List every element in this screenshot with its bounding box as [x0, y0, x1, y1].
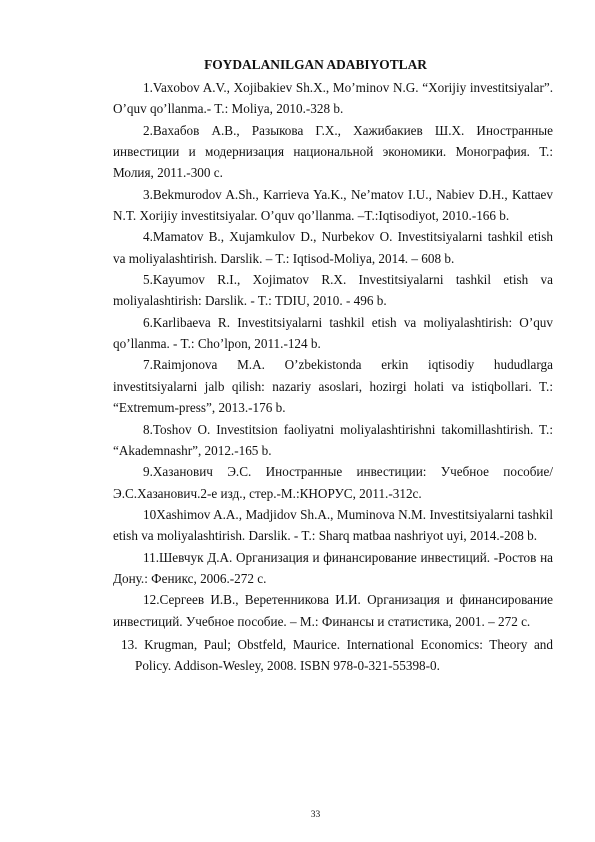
reference-item: 13. Krugman, Paul; Obstfeld, Maurice. International Economics: Theory and Policy. Addison-Wesley, 2008. ISBN 978-0-321-55398-0.	[121, 636, 553, 674]
reference-item: 7.Raimjonova M.A. O’zbekistonda erkin iqtisodiy hududlarga investitsiyalarni jalb qilish: nazariy asoslari, hozirgi holati va istiqbollari. T.: “Extremum-press”, 2013.-176 b.	[113, 357, 553, 416]
reference-item: 8.Toshov O. Investitsion faoliyatni moliyalashtirishni takomillashtirish. T.: “Akademnashr”, 2012.-165 b.	[113, 421, 553, 458]
reference-item: 6.Karlibaeva R. Investitsiyalarni tashkil etish va moliyalashtirish: O’quv qo’llanma. - T.: Cho’lpon, 2011.-124 b.	[113, 314, 553, 352]
page-number: 33	[310, 810, 321, 820]
reference-item: 3.Bekmurodov A.Sh., Karrieva Ya.K., Ne’matov I.U., Nabiev D.H., Kattaev N.T. Xorijiy investitsiyalar. O’quv qo’llanma. –T.:Iqtisodiyot, 2010.-166 b.	[113, 186, 553, 224]
reference-list	[113, 77, 553, 677]
reference-item: 10Xashimov A.A., Madjidov Sh.A., Muminova N.M. Investitsiyalarni tashkil etish va moliyalashtirish. Darslik. - T.: Sharq matbaa nashriyot uyi, 2014.-208 b.	[113, 506, 553, 544]
reference-item: 12.Сергеев И.В., Веретенникова И.И. Организация и финансирование инвестиций. Учебное пособие. – М.: Финансы и статистика, 2001. – 272 с.	[113, 592, 553, 629]
reference-item: 2.Вахабов А.В., Разыкова Г.Х., Хажибакиев Ш.Х. Иностранные инвестиции и модернизация национальной экономики. Монография. Т.: Молия, 2011.-300 с.	[113, 122, 553, 181]
reference-item: 11.Шевчук Д.А. Организация и финансирование инвестиций. -Ростов на Дону.: Феникс, 2006.-272 с.	[113, 549, 553, 586]
reference-item: 9.Хазанович Э.С. Иностранные инвестиции: Учебное пособие/ Э.С.Хазанович.2-е изд., стер.-М.:КНОРУС, 2011.-312с.	[113, 464, 553, 501]
reference-item: 1.Vaxobov A.V., Xojibakiev Sh.X., Mo’minov N.G. “Xorijiy investitsiyalar”. O’quv qo’llanma.- T.: Moliya, 2010.-328 b.	[113, 80, 553, 117]
page-title: FOYDALANILGAN ADABIYOTLAR	[204, 57, 427, 72]
reference-item: 4.Mamatov B., Xujamkulov D., Nurbekov O. Investitsiyalarni tashkil etish va moliyalashtirish. Darslik. – T.: Iqtisod-Moliya, 2014. – 608 b.	[113, 229, 553, 266]
reference-item: 5.Kayumov R.I., Xojimatov R.X. Investitsiyalarni tashkil etish va moliyalashtirish: Darslik. - T.: TDIU, 2010. - 496 b.	[113, 272, 553, 309]
